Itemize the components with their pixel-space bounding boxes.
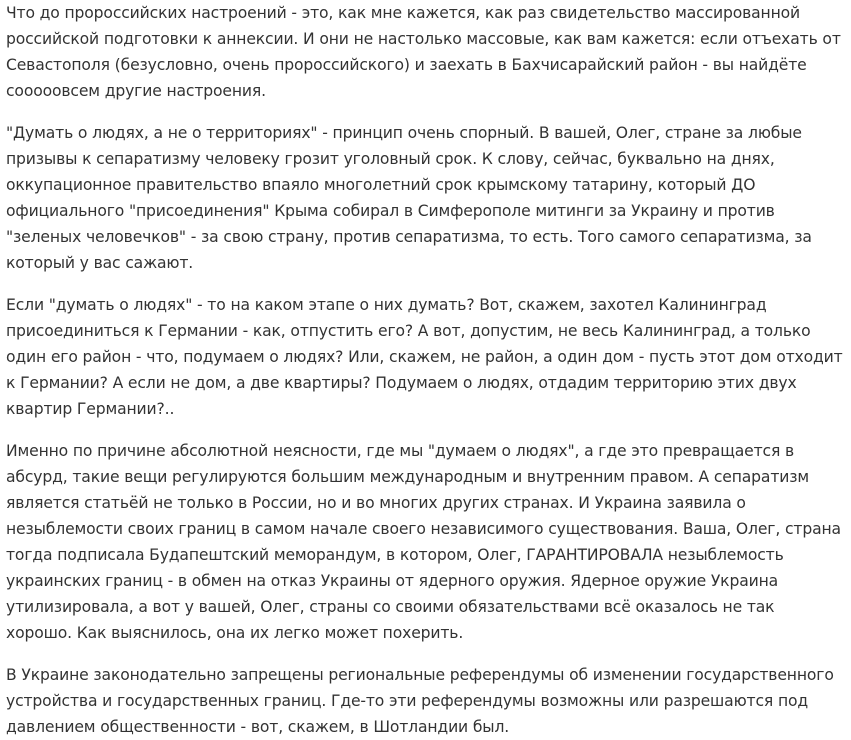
paragraph-5: В Украине законодательно запрещены региональные референдумы об изменении государственного устройства и государственных границ. Где-то эти референдумы возможны или разрешаются под давлением общественности - вот, скажем, в Шотландии был. xyxy=(6,666,834,736)
paragraph-3: Если "думать о людях" - то на каком этапе о них думать? Вот, скажем, захотел Калининград присоединиться к Германии - как, отпустить его? А вот, допустим, не весь Калининград, а только один его район - что, подумаем о людях? Или, скажем, не район, а один дом - пусть этот дом отходит к Германии? А если не дом, а две квартиры? Подумаем о людях, отдадим территорию этих двух квартир Германии?.. xyxy=(6,296,843,418)
paragraph-2: "Думать о людях, а не о территориях" - принцип очень спорный. В вашей, Олег, стране за любые призывы к сепаратизму человеку грозит уголовный срок. К слову, сейчас, буквально на днях, оккупационное правительство впаяло многолетний срок крымскому татарину, который ДО официального "присоединения" Крыма собирал в Симферополе митинги за Украину и против "зеленых человечков" - за свою страну, против сепаратизма, то есть. Того самого сепаратизма, за который у вас сажают. xyxy=(6,124,812,272)
paragraph-4: Именно по причине абсолютной неясности, где мы "думаем о людях", а где это превращается в абсурд, такие вещи регулируются большим международным и внутренним правом. А сепаратизм является статьёй не только в России, но и во многих других странах. И Украина заявила о незыблемости своих границ в самом начале своего независимого существования. Ваша, Олег, страна тогда подписала Будапештский меморандум, в котором, Олег, ГАРАНТИРОВАЛА незыблемость украинских границ - в обмен на отказ Украины от ядерного оружия. Ядерное оружие Украина утилизировала, а вот у вашей, Олег, страны со своими обязательствами всё оказалось не так хорошо. Как выяснилось, она их легко может похерить. xyxy=(6,442,841,642)
paragraph-1: Что до пророссийских настроений - это, как мне кажется, как раз свидетельство массированной российской подготовки к аннексии. И они не настолько массовые, как вам кажется: если отъехать от Севастополя (безусловно, очень пророссийского) и заехать в Бахчисарайский район - вы найдёте сооооовсем другие настроения. xyxy=(6,4,841,100)
